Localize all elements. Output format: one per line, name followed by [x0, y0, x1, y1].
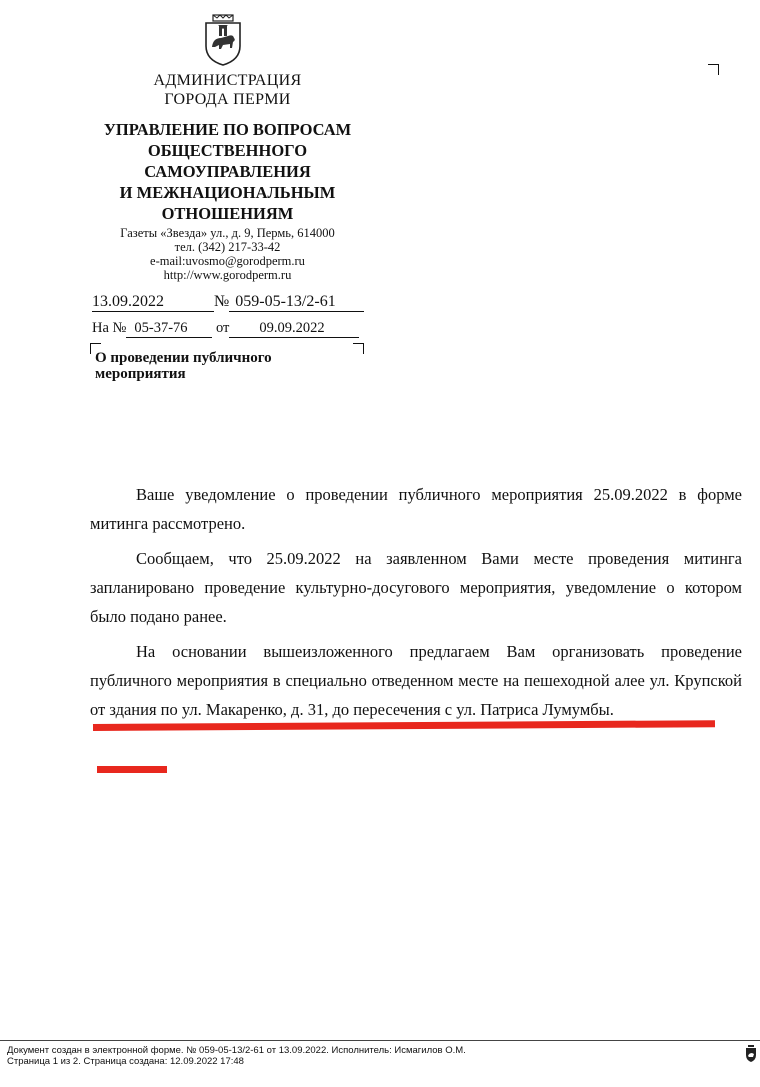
- from-label: от: [216, 320, 230, 336]
- number-label: №: [214, 293, 230, 310]
- corner-mark: [353, 343, 364, 354]
- coat-of-arms-icon: [745, 1045, 757, 1062]
- registration-number: 059-05-13/2-61: [229, 293, 364, 312]
- letter-body: [90, 480, 742, 730]
- reply-label: На №: [92, 320, 127, 336]
- reply-date: 09.09.2022: [229, 320, 359, 338]
- footer-line: Документ создан в электронной форме. № 059-05-13/2-61 от 13.09.2022. Исполнитель: Исмагилов О.М.: [7, 1045, 466, 1056]
- highlight-underline: [97, 766, 167, 773]
- administration-name: АДМИНИСТРАЦИЯ ГОРОДА ПЕРМИ: [153, 72, 302, 108]
- coat-of-arms-icon: [203, 14, 243, 66]
- footer-divider: [0, 1040, 760, 1041]
- registration-date: 13.09.2022: [92, 293, 214, 312]
- paragraph: На основании вышеизложенного предлагаем Вам организовать проведение публичного мероприятия в специально отведенном месте на пешеходной алее ул. Крупской от здания по ул. Макаренко, д. 31, до пересечения с ул. Патриса Лумумбы.: [90, 642, 742, 719]
- department-name: УПРАВЛЕНИЕ ПО ВОПРОСАМ ОБЩЕСТВЕННОГО САМОУПРАВЛЕНИЯ И МЕЖНАЦИОНАЛЬНЫМ ОТНОШЕНИЯМ: [103, 120, 352, 223]
- subject-heading: О проведении публичного мероприятия: [95, 350, 272, 382]
- document-footer: [7, 1045, 466, 1067]
- reply-row: [92, 320, 359, 338]
- website: http://www.gorodperm.ru: [163, 268, 292, 282]
- reply-number: 05-37-76: [126, 320, 212, 338]
- paragraph: Ваше уведомление о проведении публичного мероприятия 25.09.2022 в форме митинга рассмотрено.: [90, 485, 742, 533]
- address: Газеты «Звезда» ул., д. 9, Пермь, 614000: [120, 226, 335, 240]
- corner-mark: [708, 64, 719, 75]
- footer-line: Страница 1 из 2. Страница создана: 12.09.2022 17:48: [7, 1056, 244, 1067]
- contact-info: [80, 226, 375, 282]
- paragraph: Сообщаем, что 25.09.2022 на заявленном Вами месте проведения митинга запланировано проведение культурно-досугового мероприятия, уведомление о котором было подано ранее.: [90, 549, 742, 626]
- registration-row: [92, 293, 364, 312]
- email: e-mail:uvosmo@gorodperm.ru: [150, 254, 305, 268]
- phone: тел. (342) 217-33-42: [174, 240, 281, 254]
